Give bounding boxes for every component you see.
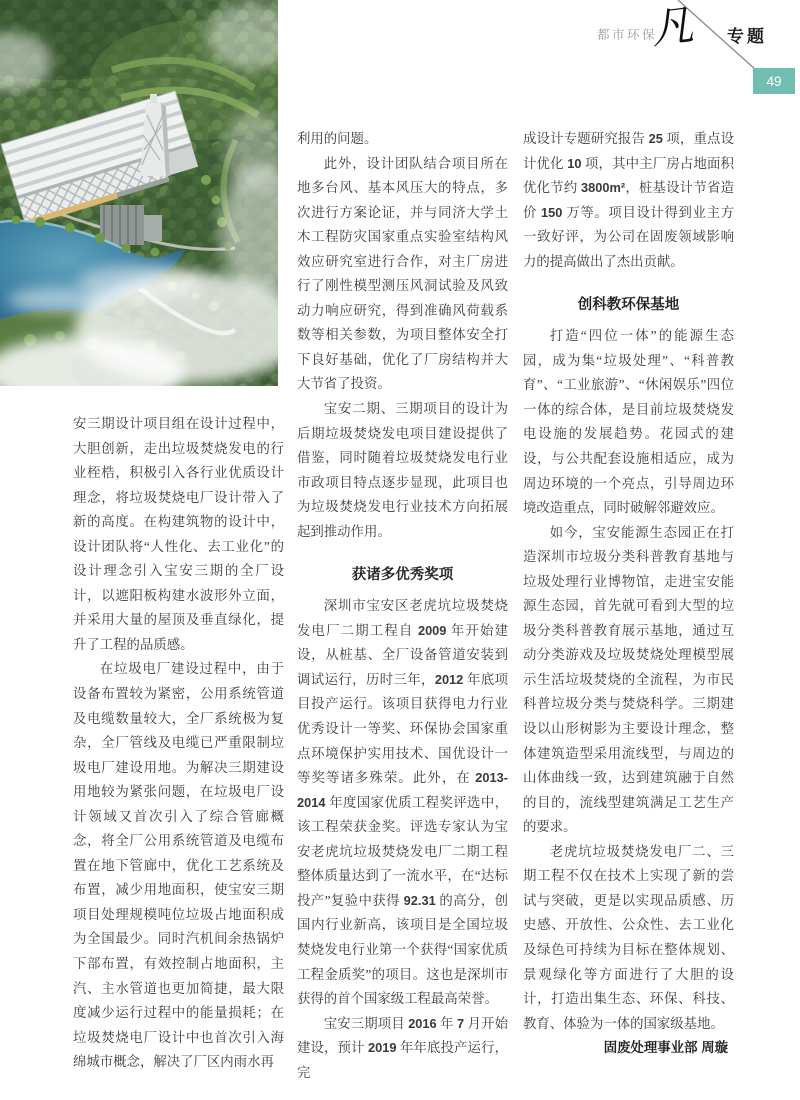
figure: 2019 (368, 1040, 397, 1056)
figure: 7 (457, 1015, 465, 1031)
figure: 92.31 (403, 892, 436, 908)
figure: 10 (567, 155, 582, 171)
page-number: 49 (766, 73, 782, 89)
paragraph: 成设计专题研究报告 25 项，重点设计优化 10 项，其中主厂房占地面积优化节约 3800m²，桩基设计节省造价 150 万等。项目设计得到业主方一致好评，为公司在固废领域影响力的提高做出了杰出贡献。 (523, 131, 734, 269)
paragraph: 此外，设计团队结合项目所在地多台风、基本风压大的特点，多次进行方案论证，并与同济大学土木工程防灾国家重点实验室结构风效应研究室进行合作，对主厂房进行了刚性模型测压风洞试验及风致动力响应研究，得到准确风荷载系数等相关参数，为项目整体安全打下良好基础，优化了厂房结构并大大节省了投资。 (297, 155, 508, 392)
brand-calligraphy-glyph: 凡 (648, 0, 696, 54)
paragraph: 宝安二期、三期项目的设计为后期垃圾焚烧发电项目建设提供了借鉴，同时随着垃圾焚烧发电行业市政项目特点逐步显现，此项目也为垃圾焚烧发电行业技术方向拓展起到推动作用。 (297, 401, 508, 539)
paragraph: 利用的问题。 (297, 131, 378, 146)
brand-wordmark: 都市环保 (597, 28, 658, 42)
figure: 150 (541, 204, 563, 220)
figure: 2012 (434, 671, 464, 687)
figure: 2013-2014 (297, 770, 508, 810)
plant-aerial-rendering-graphic (0, 0, 278, 386)
figure: 3800m² (581, 180, 626, 196)
column-middle (297, 127, 508, 1085)
paragraph: 宝安三期项目 2016 年 7 月开始建设，预计 2019 年年底投产运行，完 (297, 1015, 508, 1080)
paragraph: 深圳市宝安区老虎坑垃圾焚烧发电厂二期工程自 2009 年开始建设，从桩基、全厂设备管道安装到调试运行，历时三年，2012 年底项目投产运行。该项目获得电力行业优秀设计一等奖、环保协会国家重点环境保护实用技术、国优设计一等奖等诸多殊荣。此外，在 2013-2014 年度国家优质工程奖评选中，该工程荣获金奖。评选专家认为宝安老虎坑垃圾焚烧发电厂二期工程整体质量达到了一流水平，在“达标投产”复验中获得 92.31 的高分，创国内行业新高，该项目是全国垃圾焚烧发电行业第一个获得“国家优质工程金质奖”的项目。这也是深圳市获得的首个国家级工程最高荣誉。 (297, 598, 508, 1007)
column-right (523, 127, 734, 1061)
section-heading: 获诸多优秀奖项 (351, 567, 454, 584)
section-label: 专题 (727, 27, 767, 46)
page-number-badge (753, 68, 795, 94)
section-heading: 创科教环保基地 (577, 297, 680, 314)
paragraph: 老虎坑垃圾焚烧发电厂二、三期工程不仅在技术上实现了新的尝试与突破，更是以实现品质感、历史感、开放性、公众性、去工业化及绿色可持续为目标在整体规划、景观绿化等方面进行了大胆的设计，打造出集生态、环保、科技、教育、体验为一体的国家级基地。 (523, 843, 734, 1031)
figure: 25 (648, 131, 663, 146)
paragraph: 如今，宝安能源生态园正在打造深圳市垃圾分类科普教育基地与垃圾处理行业博物馆，走进宝安能源生态园，首先就可看到大型的垃圾分类科普教育展示基地，通过互动分类游戏及垃圾焚烧处理模型展示生活垃圾焚烧的全流程，为市民科普垃圾分类与焚烧科学。三期建设以山形树影为主要设计理念，整体建筑造型采用流线型，与周边的山体曲线一致，达到建筑融于自然的目的，流线型建筑满足工艺生产的要求。 (523, 524, 734, 835)
byline: 固废处理事业部 周璇 (603, 1040, 728, 1056)
figure: 2009 (417, 622, 447, 638)
figure: 2016 (408, 1015, 437, 1031)
paragraph: 安三期设计项目组在设计过程中，大胆创新，走出垃圾焚烧发电的行业桎梏，积极引入各行业优质设计理念，将垃圾焚烧电厂设计带入了新的高度。在构建筑物的设计中，设计团队将“人性化、去工业化”的设计理念引入宝安三期的全厂设计，以遮阳板构建水波形外立面，并采用大量的屋顶及垂直绿化，提升了工程的品质感。 (73, 416, 284, 652)
paragraph: 打造“四位一体”的能源生态园，成为集“垃圾处理”、“科普教育”、“工业旅游”、“休闲娱乐”四位一体的综合体，是目前垃圾焚烧发电设施的发展趋势。花园式的建设，与公共配套设施相适应，成为周边环境的一个亮点，引导周边环境改造重点，同时破解邻避效应。 (523, 328, 734, 516)
plant-aerial-rendering (0, 0, 278, 386)
column-left (73, 412, 284, 1075)
paragraph: 在垃圾电厂建设过程中，由于设备布置较为紧密，公用系统管道及电缆数量较大，全厂系统极为复杂，全厂管线及电缆已严重限制垃圾电厂建设用地。为解决三期建设用地较为紧张问题，在垃圾电厂设计领域又首次引入了综合管廊概念，将全厂公用系统管道及电缆布置在地下管廊中，优化工艺系统及布置，减少用地面积，使宝安三期项目处理规模吨位垃圾占地面积成为全国最少。同时汽机间余热锅炉下部布置，有效控制占地面积，主汽、主水管道也更加简捷，最大限度减少运行过程中的能量损耗；在垃圾焚烧电厂设计中也首次引入海绵城市概念，解决了厂区内雨水再 (73, 661, 284, 1070)
